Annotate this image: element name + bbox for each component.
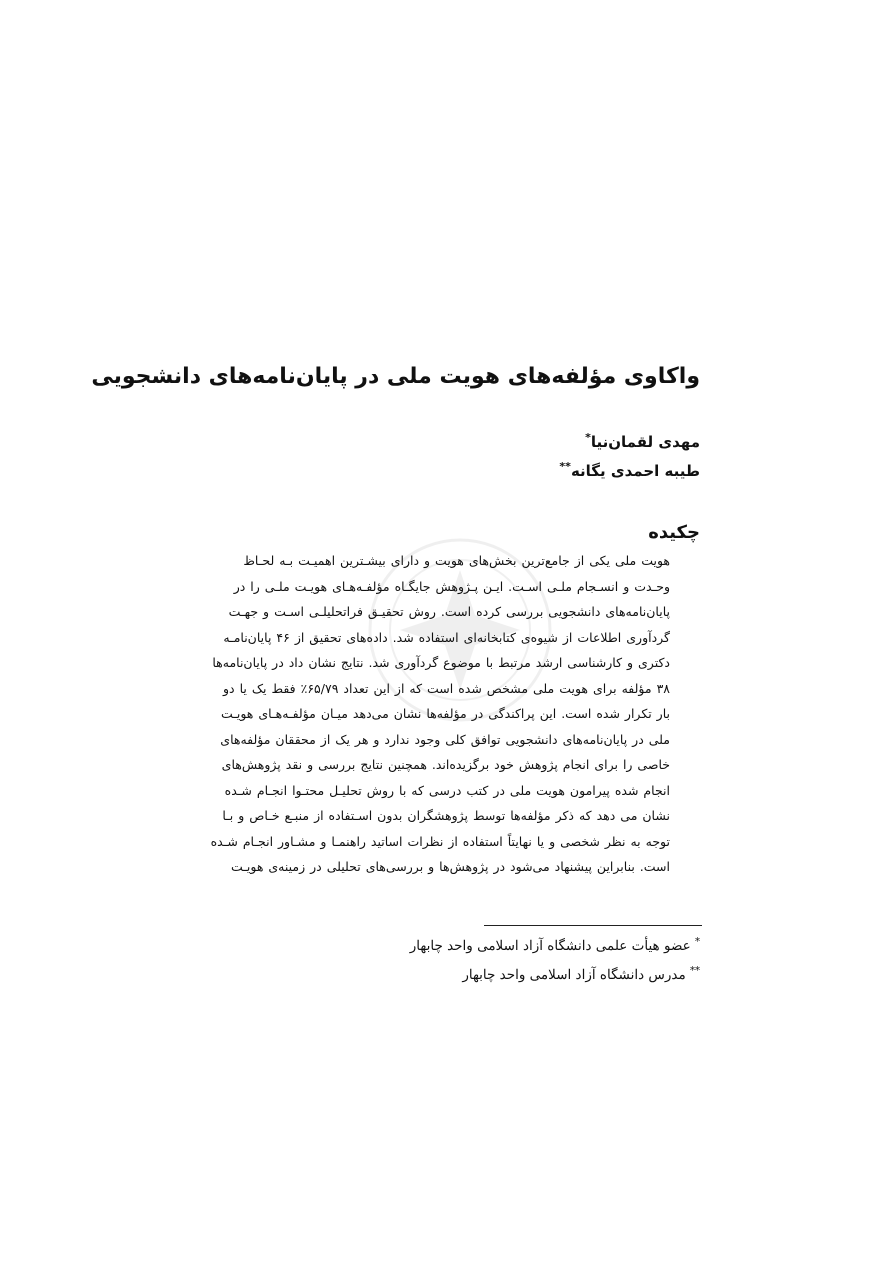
paper-title: واکاوی مؤلفه‌های هویت ملی در پایان‌نامه‌های دانشجویی	[91, 364, 700, 389]
author-1-mark: *	[585, 431, 591, 444]
abstract-line: انجام شده پیرامون هویت ملی در کتب درسی که با روش تحلیـل محتـوا انجـام شـده	[224, 782, 670, 798]
abstract-line: پایان‌نامه‌های دانشجویی بررسی کرده است. روش تحقیـق فراتحلیلـی اسـت و جهـت	[228, 604, 670, 619]
author-2	[400, 460, 700, 482]
abstract-line: دکتری و کارشناسی ارشد مرتبط با موضوع گردآوری شد. نتایج نشان داد در پایان‌نامه‌ها	[212, 655, 670, 670]
abstract-line: وحـدت و انسـجام ملـی اسـت. ایـن پـژوهش جایگـاه مؤلفـه‌هـای هویـت ملـی را در	[233, 578, 670, 594]
footnote-1	[260, 935, 700, 957]
footnote-2-mark: **	[690, 965, 700, 977]
abstract-line: ۳۸ مؤلفه برای هویت ملی مشخص شده است که از این تعداد ۶۵/۷۹٪ فقط یک یا دو	[223, 680, 670, 696]
footnote-1-mark: *	[695, 936, 700, 948]
author-2-mark: **	[559, 460, 571, 473]
abstract-line: خاصی را برای انجام پژوهش خود برگزیده‌اند. همچنین نتایج بررسی و نقد پژوهش‌های	[221, 757, 670, 772]
author-1	[400, 431, 700, 453]
footnote-2-text: مدرس دانشگاه آزاد اسلامی واحد چابهار	[462, 967, 686, 983]
abstract-line: ملی در پایان‌نامه‌های دانشجویی توافق کلی وجود ندارد و هر یک از محققان مؤلفه‌های	[220, 731, 670, 747]
author-1-name: مهدی لقمان‌نیا	[590, 433, 700, 451]
abstract-line: توجه به نظر شخصی و یا نهایتاً استفاده از نظرات اساتید راهنمـا و مشـاور انجـام شـده	[210, 833, 670, 849]
author-2-name: طیبه احمدی یگانه	[570, 462, 700, 480]
abstract-line: نشان می دهد که ذکر مؤلفه‌ها توسط پژوهشگران بدون اسـتفاده از منبـع خـاص و بـا	[222, 808, 670, 823]
abstract-line: است. بنابراین پیشنهاد می‌شود در پژوهش‌ها و بررسی‌های تحلیلی در زمینه‌ی هویـت	[230, 859, 670, 874]
footnote-divider	[484, 925, 702, 926]
footnote-2	[260, 964, 700, 986]
footnote-1-text: عضو هیأت علمی دانشگاه آزاد اسلامی واحد چابهار	[409, 938, 691, 954]
abstract-line: گردآوری اطلاعات از شیوه‌ی کتابخانه‌ای استفاده شد. داده‌های تحقیق از ۴۶ پایان‌نامـه	[223, 629, 670, 645]
abstract-line: هویت ملی یکی از جامع‌ترین بخش‌های هویت و دارای بیشـترین اهمیـت بـه لحـاظ	[243, 553, 670, 568]
abstract-line: بار تکرار شده است. این پراکندگی در مؤلفه‌ها نشان می‌دهد میـان مؤلفـه‌هـای هویـت	[220, 706, 670, 721]
abstract-heading: چکیده	[648, 522, 700, 543]
abstract-body	[210, 548, 670, 880]
